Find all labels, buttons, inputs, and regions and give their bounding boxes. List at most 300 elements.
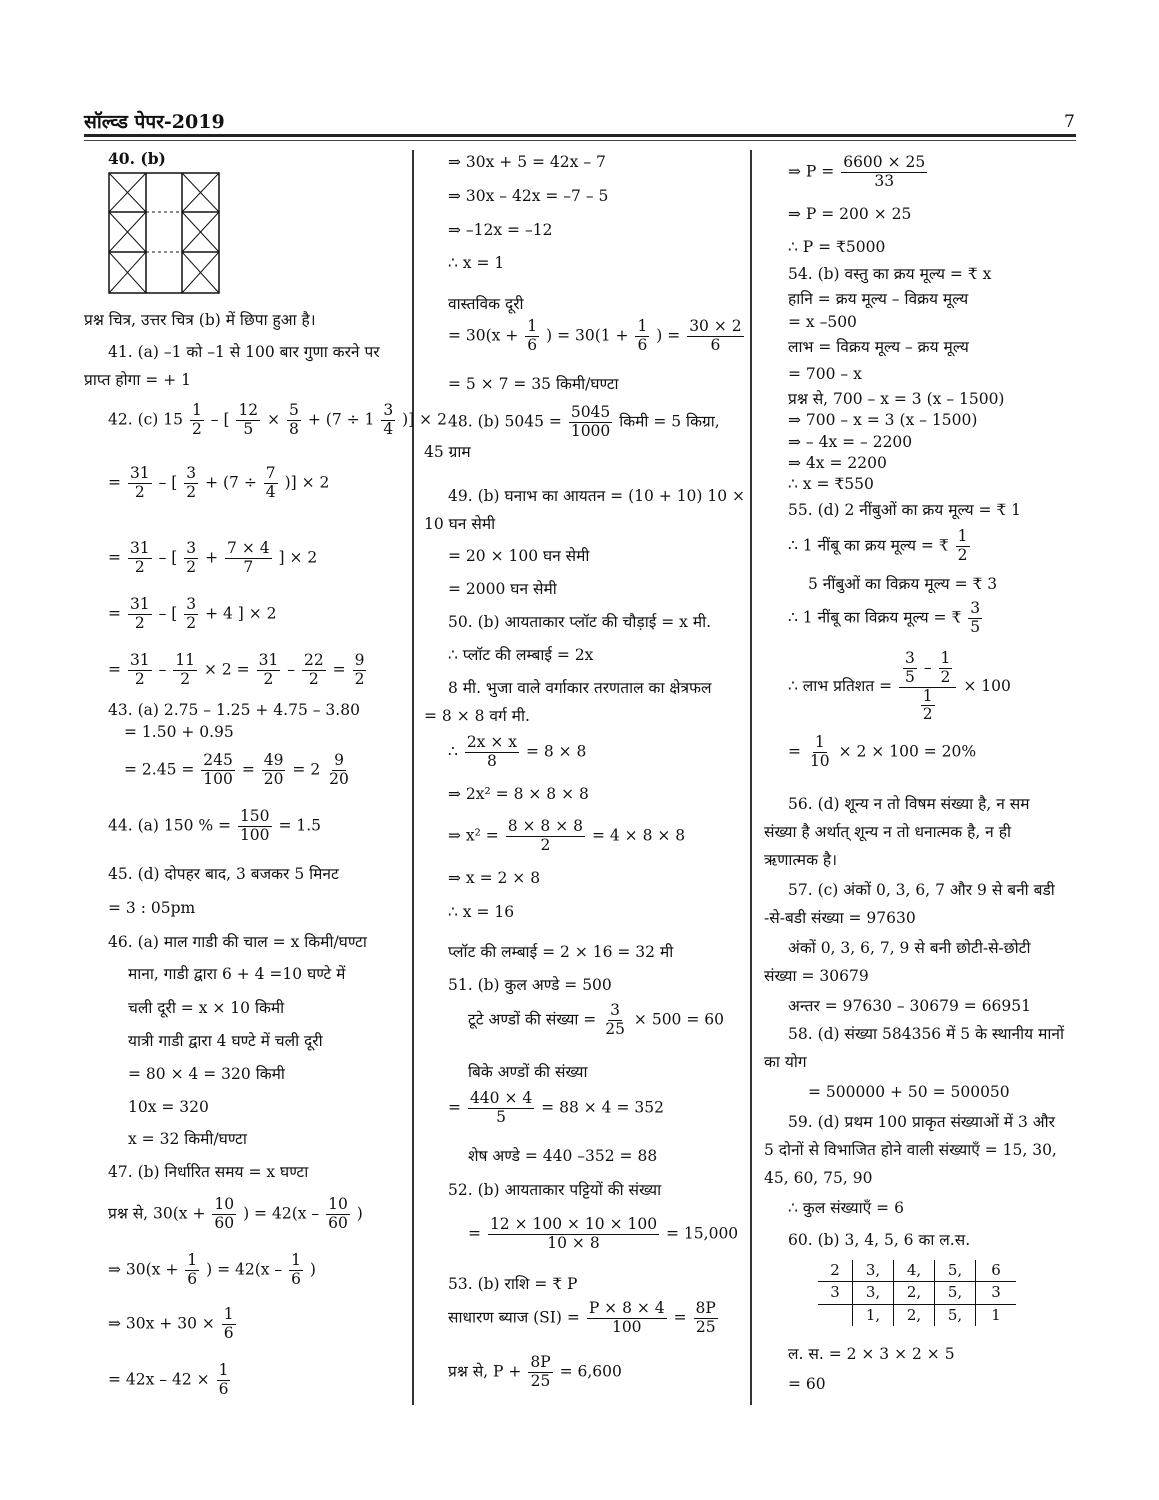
fraction bbox=[465, 734, 519, 771]
numerator: 3 bbox=[610, 1001, 621, 1019]
step: x = 32 किमी/घण्टा bbox=[128, 1130, 247, 1148]
step: संख्या = 30679 bbox=[764, 967, 869, 985]
step: ∴ x = ₹550 bbox=[788, 475, 874, 493]
fraction bbox=[185, 1252, 199, 1289]
numerator: 1 bbox=[957, 527, 968, 545]
fraction bbox=[287, 402, 301, 439]
fraction bbox=[212, 1196, 236, 1233]
step: का योग bbox=[764, 1053, 807, 1071]
denominator bbox=[917, 688, 939, 725]
answer-43: 43. (a) 2.75 – 1.25 + 4.75 – 3.80 bbox=[108, 701, 360, 719]
denominator: 6 bbox=[527, 335, 538, 354]
text: = bbox=[448, 1098, 461, 1117]
step bbox=[448, 1090, 664, 1127]
column-divider-1 bbox=[412, 150, 414, 1405]
table-cell: 2, bbox=[894, 1282, 935, 1304]
text: = bbox=[332, 660, 346, 679]
denominator: 2 bbox=[134, 613, 145, 632]
numerator: 1 bbox=[527, 317, 538, 335]
text: = 15,000 bbox=[666, 1224, 739, 1243]
fraction bbox=[468, 1090, 534, 1127]
answer-60: 60. (b) 3, 4, 5, 6 का ल.स. bbox=[788, 1231, 971, 1249]
denominator: 6 bbox=[218, 1379, 229, 1398]
table-cell: 2 bbox=[818, 1260, 853, 1282]
fraction bbox=[528, 1354, 552, 1391]
denominator: 2 bbox=[186, 557, 197, 576]
numerator: 1 bbox=[191, 401, 202, 419]
denominator: 2 bbox=[180, 669, 191, 688]
numerator: 1 bbox=[291, 1251, 301, 1269]
table-cell: 5, bbox=[935, 1304, 976, 1326]
table-cell: 6 bbox=[976, 1260, 1017, 1282]
text: )] × 2 bbox=[284, 473, 330, 492]
denominator: 6 bbox=[291, 1269, 301, 1288]
table-cell: 3 bbox=[818, 1282, 853, 1304]
denominator: 7 bbox=[243, 557, 254, 576]
text: ∴ bbox=[448, 742, 458, 761]
text: )] × 2 bbox=[402, 410, 447, 429]
text: ⇒ 30(x + bbox=[108, 1260, 179, 1279]
text: × 2 = bbox=[203, 660, 250, 679]
denominator: 2 bbox=[540, 835, 551, 854]
answer-figure-40 bbox=[108, 172, 220, 294]
denominator: 60 bbox=[214, 1213, 235, 1232]
step: ∴ x = 1 bbox=[448, 254, 505, 272]
numerator bbox=[899, 650, 956, 688]
denominator: 2 bbox=[940, 667, 951, 686]
text: = bbox=[673, 1308, 687, 1327]
step: 45, 60, 75, 90 bbox=[764, 1169, 873, 1187]
denominator: 2 bbox=[186, 482, 197, 501]
step: = x –500 bbox=[788, 313, 857, 331]
step: -से-बडी संख्या = 97630 bbox=[764, 909, 916, 927]
table-row bbox=[818, 1260, 1016, 1282]
text: ) = 42(x – bbox=[206, 1260, 283, 1279]
numerator: 3 bbox=[186, 539, 197, 557]
step: ⇒ –12x = –12 bbox=[448, 221, 553, 239]
fraction bbox=[236, 402, 260, 439]
fraction bbox=[603, 1002, 627, 1039]
numerator: 31 bbox=[129, 539, 150, 557]
step: लाभ = विक्रय मूल्य – क्रय मूल्य bbox=[788, 338, 969, 356]
answer-44 bbox=[108, 808, 321, 845]
step bbox=[108, 596, 277, 633]
step: प्रश्न से, 700 – x = 3 (x – 1500) bbox=[788, 390, 1005, 408]
denominator: 8 bbox=[289, 419, 299, 438]
denominator: 2 bbox=[263, 669, 274, 688]
answer-51: 51. (b) कुल अण्डे = 500 bbox=[448, 976, 612, 994]
table-row bbox=[818, 1304, 1016, 1326]
text: = 2.45 = bbox=[124, 760, 195, 779]
step: ∴ P = ₹5000 bbox=[788, 238, 886, 256]
step bbox=[448, 318, 746, 355]
step bbox=[788, 600, 984, 637]
table-row bbox=[818, 1282, 1016, 1304]
lcm-division-table bbox=[818, 1260, 1016, 1326]
denominator: 2 bbox=[134, 557, 145, 576]
table-cell: 3, bbox=[853, 1282, 894, 1304]
denominator: 8 bbox=[486, 751, 497, 770]
text: ⇒ x² = bbox=[448, 826, 499, 845]
answer-42 bbox=[108, 402, 447, 439]
text: ∴ 1 नींबू का विक्रय मूल्य = ₹ bbox=[788, 608, 962, 627]
denominator: 2 bbox=[308, 669, 319, 688]
table-cell: 1, bbox=[853, 1304, 894, 1326]
step: 8 मी. भुजा वाले वर्गाकार तरणताल का क्षेत्रफल bbox=[448, 679, 712, 697]
text: = 2 bbox=[292, 760, 321, 779]
running-header-title: सॉल्व्ड पेपर-2019 bbox=[84, 111, 225, 133]
step: ∴ x = 16 bbox=[448, 903, 515, 921]
numerator: 6600 × 25 bbox=[843, 153, 926, 171]
step bbox=[468, 1002, 724, 1039]
numerator: 5 bbox=[289, 401, 299, 419]
text: – [ bbox=[210, 410, 230, 429]
step: अन्तर = 97630 – 30679 = 66951 bbox=[788, 997, 1032, 1015]
numerator: 2x × x bbox=[466, 733, 517, 751]
numerator: 31 bbox=[129, 464, 150, 482]
denominator: 25 bbox=[695, 1317, 716, 1336]
step: चली दूरी = x × 10 किमी bbox=[128, 999, 285, 1017]
table-cell: 3, bbox=[853, 1260, 894, 1282]
text: 44. (a) 150 % = bbox=[108, 816, 231, 835]
denominator: 1000 bbox=[570, 421, 611, 440]
numerator: 440 × 4 bbox=[469, 1089, 533, 1107]
fraction bbox=[264, 465, 278, 502]
denominator: 6 bbox=[710, 335, 721, 354]
text: + (7 ÷ 1 bbox=[307, 410, 375, 429]
fraction bbox=[184, 596, 198, 633]
answer-52: 52. (b) आयताकार पट्टियों की संख्या bbox=[448, 1181, 662, 1199]
answer-59: 59. (d) प्रथम 100 प्राकृत संख्याओं में 3 और bbox=[788, 1113, 1055, 1131]
numerator: 3 bbox=[186, 595, 197, 613]
step bbox=[788, 734, 976, 771]
numerator: 5045 bbox=[570, 403, 611, 421]
step: ⇒ 700 – x = 3 (x – 1500) bbox=[788, 411, 978, 429]
text: 48. (b) 5045 = bbox=[448, 412, 562, 431]
table-cell: 4, bbox=[894, 1260, 935, 1282]
fraction bbox=[808, 734, 832, 771]
fraction bbox=[184, 465, 198, 502]
answer-46: 46. (a) माल गाडी की चाल = x किमी/घण्टा bbox=[108, 933, 367, 951]
step: हानि = क्रय मूल्य – विक्रय मूल्य bbox=[788, 290, 969, 308]
step bbox=[448, 1300, 720, 1337]
text: = bbox=[108, 548, 121, 567]
lcm-table-wrap bbox=[818, 1260, 1016, 1326]
step: 10x = 320 bbox=[128, 1098, 209, 1116]
step: ⇒ P = 200 × 25 bbox=[788, 205, 912, 223]
denominator: 6 bbox=[637, 335, 648, 354]
step bbox=[108, 652, 368, 689]
fraction bbox=[128, 540, 152, 577]
numerator: 1 bbox=[187, 1251, 198, 1269]
answer-47: 47. (b) निर्धारित समय = x घण्टा bbox=[108, 1163, 309, 1181]
denominator: 2 bbox=[922, 705, 933, 724]
numerator: 10 bbox=[328, 1195, 348, 1213]
denominator: 100 bbox=[203, 769, 233, 788]
numerator: 7 bbox=[265, 464, 276, 482]
table-cell: 1 bbox=[991, 1305, 1001, 1324]
answer-58: 58. (d) संख्या 584356 में 5 के स्थानीय मानों bbox=[788, 1025, 1064, 1043]
fraction bbox=[968, 600, 982, 637]
header-rule bbox=[84, 134, 1076, 137]
text: 42. (c) 15 bbox=[108, 410, 184, 429]
text: प्रश्न से, 30(x + bbox=[108, 1204, 206, 1223]
step: ⇒ – 4x = – 2200 bbox=[788, 433, 913, 451]
text: = 42x – 42 × bbox=[108, 1370, 210, 1389]
text: ] × 2 bbox=[278, 548, 318, 567]
fraction bbox=[327, 752, 351, 789]
step: अंकों 0, 3, 6, 7, 9 से बनी छोटी-से-छोटी bbox=[788, 939, 1031, 957]
numerator: 3 bbox=[905, 649, 915, 667]
denominator: 6 bbox=[187, 1269, 198, 1288]
answer-41: 41. (a) –1 को –1 से 100 बार गुणा करने पर bbox=[108, 343, 380, 361]
text: – bbox=[287, 660, 296, 679]
step bbox=[788, 154, 929, 191]
numerator: 3 bbox=[970, 599, 981, 617]
text: – bbox=[158, 660, 167, 679]
text: – [ bbox=[158, 473, 178, 492]
answer-57: 57. (c) अंकों 0, 3, 6, 7 और 9 से बनी बडी bbox=[788, 881, 1055, 899]
text: = 30(x + bbox=[448, 326, 519, 345]
numerator: 8P bbox=[530, 1353, 551, 1371]
denominator: 5 bbox=[243, 419, 254, 438]
fraction bbox=[225, 540, 272, 577]
step: = 2000 घन सेमी bbox=[448, 580, 557, 598]
table-cell: 5, bbox=[935, 1282, 976, 1304]
fraction bbox=[262, 752, 286, 789]
denominator: 2 bbox=[957, 545, 968, 564]
step bbox=[108, 1362, 232, 1399]
text: ) = 30(1 + bbox=[546, 326, 629, 345]
step bbox=[468, 1216, 738, 1253]
fraction bbox=[289, 1252, 303, 1289]
denominator: 20 bbox=[329, 769, 349, 788]
step bbox=[788, 528, 972, 565]
fraction bbox=[569, 404, 612, 441]
text: ⇒ P = bbox=[788, 162, 835, 181]
text: ⇒ 30x + 30 × bbox=[108, 1314, 215, 1333]
fraction bbox=[201, 752, 235, 789]
text: = bbox=[108, 604, 121, 623]
fraction bbox=[903, 650, 917, 687]
answer-55: 55. (d) 2 नींबुओं का क्रय मूल्य = ₹ 1 bbox=[788, 501, 1022, 519]
denominator: 6 bbox=[223, 1323, 234, 1342]
step: ⇒ 4x = 2200 bbox=[788, 454, 887, 472]
answer-40: 40. (b) bbox=[108, 149, 166, 168]
fraction bbox=[128, 596, 152, 633]
text: + (7 ÷ bbox=[205, 473, 257, 492]
denominator: 2 bbox=[134, 669, 145, 688]
step: = 5 × 7 = 35 किमी/घण्टा bbox=[448, 375, 619, 393]
step: ∴ प्लॉट की लम्बाई = 2x bbox=[448, 646, 594, 664]
numerator: 22 bbox=[303, 651, 324, 669]
text: × 500 = 60 bbox=[633, 1010, 724, 1029]
denominator: 4 bbox=[383, 419, 394, 438]
fraction bbox=[173, 652, 197, 689]
step bbox=[108, 1252, 316, 1289]
numerator: 11 bbox=[175, 651, 196, 669]
fraction bbox=[128, 652, 152, 689]
step: ⇒ 30x – 42x = –7 – 5 bbox=[448, 187, 609, 205]
text: + bbox=[205, 548, 219, 567]
step bbox=[108, 1196, 363, 1233]
step: ⇒ x = 2 × 8 bbox=[448, 869, 541, 887]
denominator: 100 bbox=[239, 825, 270, 844]
fraction bbox=[326, 1196, 350, 1233]
text: ) = bbox=[656, 326, 681, 345]
text: = bbox=[468, 1224, 481, 1243]
numerator: P × 8 × 4 bbox=[588, 1299, 665, 1317]
denominator: 2 bbox=[186, 613, 197, 632]
text: ∴ 1 नींबू का क्रय मूल्य = ₹ bbox=[788, 536, 949, 555]
denominator: 25 bbox=[605, 1019, 625, 1038]
fraction bbox=[222, 1306, 236, 1343]
step: = 60 bbox=[788, 1375, 826, 1393]
answer-56: 56. (d) शून्य न तो विषम संख्या है, न सम bbox=[788, 795, 1030, 813]
numerator: 1 bbox=[814, 733, 825, 751]
text: ) bbox=[356, 1204, 363, 1223]
text: टूटे अण्डों की संख्या = bbox=[468, 1010, 597, 1029]
step bbox=[448, 818, 685, 855]
column-divider-2 bbox=[750, 150, 752, 1405]
answer-41-cont: प्राप्त होगा = + 1 bbox=[84, 371, 191, 389]
step bbox=[788, 650, 1011, 724]
denominator: 2 bbox=[354, 669, 365, 688]
denominator: 5 bbox=[970, 617, 981, 636]
table-cell: 5, bbox=[935, 1260, 976, 1282]
fraction bbox=[184, 540, 198, 577]
numerator: 9 bbox=[354, 651, 365, 669]
answer-54: 54. (b) वस्तु का क्रय मूल्य = ₹ x bbox=[788, 265, 992, 283]
step: ⇒ 30x + 5 = 42x – 7 bbox=[448, 153, 606, 171]
step: शेष अण्डे = 440 –352 = 88 bbox=[468, 1147, 658, 1165]
numerator: 1 bbox=[940, 649, 951, 667]
fraction bbox=[238, 808, 272, 845]
text: × bbox=[267, 410, 281, 429]
fraction bbox=[687, 318, 743, 355]
numerator: 12 bbox=[238, 401, 259, 419]
numerator: 10 bbox=[214, 1195, 235, 1213]
text: – [ bbox=[158, 604, 178, 623]
fraction bbox=[694, 1300, 718, 1337]
denominator: 100 bbox=[611, 1317, 642, 1336]
denominator: 2 bbox=[134, 482, 145, 501]
step: ऋणात्मक है। bbox=[764, 851, 838, 869]
step: यात्री गाडी द्वारा 4 घण्टे में चली दूरी bbox=[128, 1032, 323, 1050]
step bbox=[124, 752, 353, 789]
text: = bbox=[788, 742, 801, 761]
text: = 1.5 bbox=[278, 816, 322, 835]
numerator: 12 × 100 × 10 × 100 bbox=[489, 1215, 658, 1233]
table-cell bbox=[818, 1304, 853, 1326]
numerator: 9 bbox=[334, 751, 344, 769]
text: = 8 × 8 bbox=[525, 742, 587, 761]
step bbox=[108, 465, 329, 502]
step: ∴ कुल संख्याएँ = 6 bbox=[788, 1199, 904, 1217]
step bbox=[448, 1354, 622, 1391]
step: 5 नींबुओं का विक्रय मूल्य = ₹ 3 bbox=[808, 575, 998, 593]
numerator: 31 bbox=[258, 651, 279, 669]
step bbox=[108, 540, 317, 577]
text: ) bbox=[309, 1260, 316, 1279]
step: 45 ग्राम bbox=[424, 443, 471, 461]
text: = bbox=[241, 760, 255, 779]
text: किमी = 5 किग्रा, bbox=[619, 412, 720, 431]
fraction bbox=[128, 465, 152, 502]
fraction bbox=[939, 650, 953, 687]
answer-48 bbox=[448, 404, 720, 441]
text: × 100 bbox=[963, 677, 1011, 696]
text: = bbox=[108, 473, 121, 492]
fraction bbox=[956, 528, 970, 565]
fraction bbox=[488, 1216, 659, 1253]
step: माना, गाडी द्वारा 6 + 4 =10 घण्टे में bbox=[128, 965, 346, 983]
denominator: 60 bbox=[328, 1213, 348, 1232]
numerator: 8 × 8 × 8 bbox=[507, 817, 584, 835]
step: बिके अण्डों की संख्या bbox=[468, 1063, 588, 1081]
fraction bbox=[525, 318, 539, 355]
numerator: 3 bbox=[383, 401, 394, 419]
numerator: 8P bbox=[695, 1299, 716, 1317]
step bbox=[448, 734, 586, 771]
fraction bbox=[381, 402, 395, 439]
step: संख्या है अर्थात् शून्य न तो धनात्मक है, न ही bbox=[764, 823, 1011, 841]
text: प्रश्न से, P + bbox=[448, 1362, 522, 1381]
answer-45: 45. (d) दोपहर बाद, 3 बजकर 5 मिनट bbox=[108, 865, 339, 883]
numerator: 150 bbox=[239, 807, 270, 825]
numerator: 31 bbox=[129, 651, 150, 669]
text: – bbox=[923, 658, 932, 677]
heading-actual-distance: वास्तविक दूरी bbox=[448, 295, 524, 313]
step: = 500000 + 50 = 500050 bbox=[808, 1083, 1010, 1101]
numerator: 1 bbox=[922, 686, 933, 705]
answer-49: 49. (b) घनाभ का आयतन = (10 + 10) 10 × bbox=[448, 487, 746, 505]
fraction bbox=[302, 652, 326, 689]
step: 10 घन सेमी bbox=[424, 515, 496, 533]
text: = 6,600 bbox=[559, 1362, 622, 1381]
text: = 88 × 4 = 352 bbox=[541, 1098, 664, 1117]
table-cell: 2, bbox=[894, 1304, 935, 1326]
fraction bbox=[841, 154, 927, 191]
fraction bbox=[635, 318, 649, 355]
numerator: 30 × 2 bbox=[689, 317, 742, 335]
numerator: 31 bbox=[129, 595, 150, 613]
step: = 3 : 05pm bbox=[108, 899, 196, 917]
step: = 80 × 4 = 320 किमी bbox=[128, 1065, 285, 1083]
denominator: 4 bbox=[265, 482, 276, 501]
text: + 4 ] × 2 bbox=[205, 604, 277, 623]
step: 5 दोनों से विभाजित होने वाली संख्याएँ = 15, 30, bbox=[764, 1141, 1057, 1159]
text: – [ bbox=[158, 548, 178, 567]
fraction bbox=[353, 652, 367, 689]
numerator: 1 bbox=[637, 317, 648, 335]
fraction bbox=[506, 818, 585, 855]
fraction bbox=[217, 1362, 231, 1399]
answer-40-text: प्रश्न चित्र, उत्तर चित्र (b) में छिपा हुआ है। bbox=[84, 311, 316, 329]
page-number: 7 bbox=[1064, 112, 1075, 132]
fraction bbox=[190, 402, 204, 439]
numerator: 3 bbox=[186, 464, 197, 482]
step: = 20 × 100 घन सेमी bbox=[448, 547, 590, 565]
step: = 8 × 8 वर्ग मी. bbox=[424, 707, 530, 725]
denominator: 5 bbox=[496, 1107, 507, 1126]
step: प्लॉट की लम्बाई = 2 × 16 = 32 मी bbox=[448, 943, 674, 961]
denominator: 10 bbox=[809, 751, 830, 770]
denominator: 10 × 8 bbox=[547, 1233, 600, 1252]
compound-fraction bbox=[899, 650, 956, 724]
text: साधारण ब्याज (SI) = bbox=[448, 1308, 580, 1327]
text: ) = 42(x – bbox=[243, 1204, 320, 1223]
